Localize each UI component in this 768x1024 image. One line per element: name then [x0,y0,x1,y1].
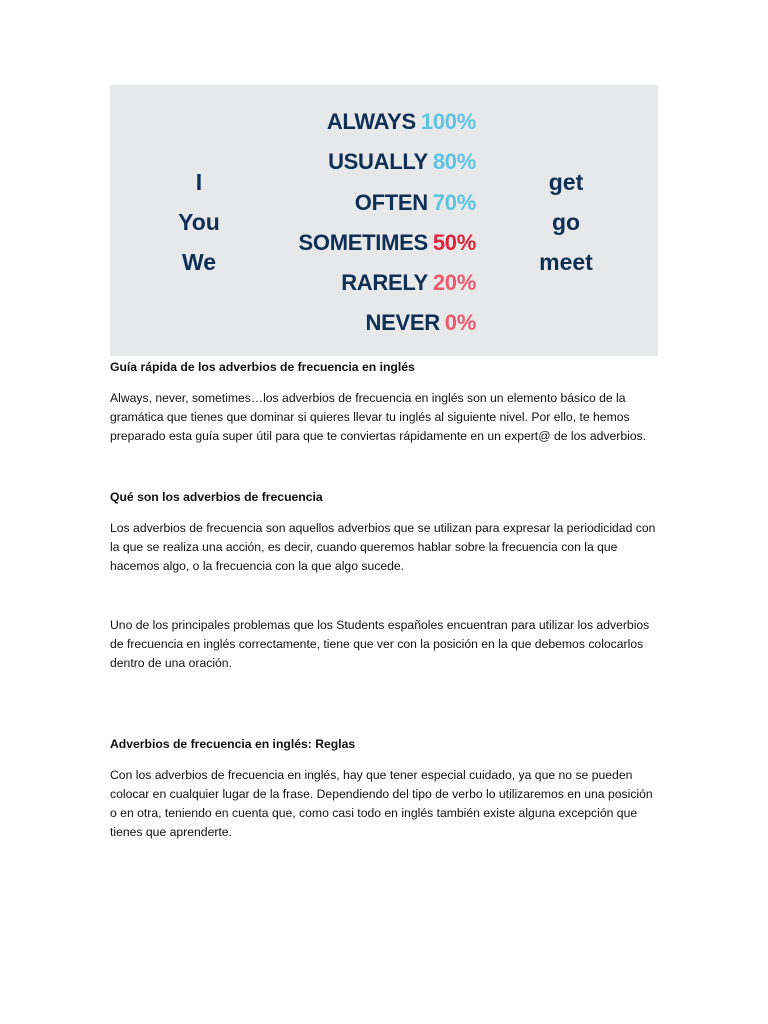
adverb-word: RARELY [341,270,428,296]
adverbs-banner-image [110,85,658,356]
pronoun-we: We [181,249,217,275]
section-heading-rules: Adverbios de frecuencia en inglés: Reglas [110,737,356,751]
adverb-word: ALWAYS [326,109,416,134]
verb-get: get [548,169,584,195]
adverb-percent: 80% [432,149,476,175]
adverb-row-sometimes [299,223,476,263]
adverb-word: USUALLY [328,149,428,175]
section1-paragraph-2: Uno de los principales problemas que los Students españoles encuentran para utilizar los adverbios de frecuencia en inglés correctamente, tiene que ver con la posición en la que debemos colocarlos dentro de una oración. [110,618,650,670]
adverb-percent: 100% [420,109,476,134]
adverb-word: SOMETIMES [298,229,428,255]
adverb-row-always [327,102,476,142]
adverb-percent: 50% [432,229,476,255]
adverb-row-usually [328,142,476,182]
section2-paragraph-1: Con los adverbios de frecuencia en inglés, hay que tener especial cuidado, ya que no se pueden colocar en cualquier lugar de la frase. Dependiendo del tipo de verbo lo utilizaremos en una posición o en otra, teniendo en cuenta que, como casi todo en inglés también existe alguna excepción que tienes que aprenderte. [110,768,653,839]
intro-paragraph: Always, never, sometimes…los adverbios de frecuencia en inglés son un elemento básico de la gramática que tienes que dominar si quieres llevar tu inglés al siguiente nivel. Por ello, te hemos preparado esta guía super útil para que te conviertas rápidamente en un expert@ de los adverbios. [110,391,647,443]
pronoun-you: You [178,209,220,235]
adverb-word: OFTEN [354,189,428,215]
verb-meet: meet [539,249,593,275]
adverb-percent: 0% [444,310,476,336]
adverb-row-never [365,303,476,343]
document-title: Guía rápida de los adverbios de frecuencia en inglés [110,360,415,374]
adverb-percent: 20% [432,270,476,296]
verb-column [530,162,602,282]
adverb-row-often [355,183,476,223]
document-body [110,358,658,842]
adverb-column [230,102,476,344]
adverb-percent: 70% [432,189,476,215]
section-heading-what-are: Qué son los adverbios de frecuencia [110,490,323,504]
adverb-row-rarely [341,263,476,303]
section1-paragraph-1: Los adverbios de frecuencia son aquellos adverbios que se utilizan para expresar la periodicidad con la que se realiza una acción, es decir, cuando queremos hablar sobre la frecuencia con la que hacemos algo, o la frecuencia con la que algo sucede. [110,521,656,573]
adverb-word: NEVER [365,310,440,336]
pronoun-i: I [195,169,203,195]
pronoun-column [168,162,230,282]
verb-go: go [551,209,581,235]
